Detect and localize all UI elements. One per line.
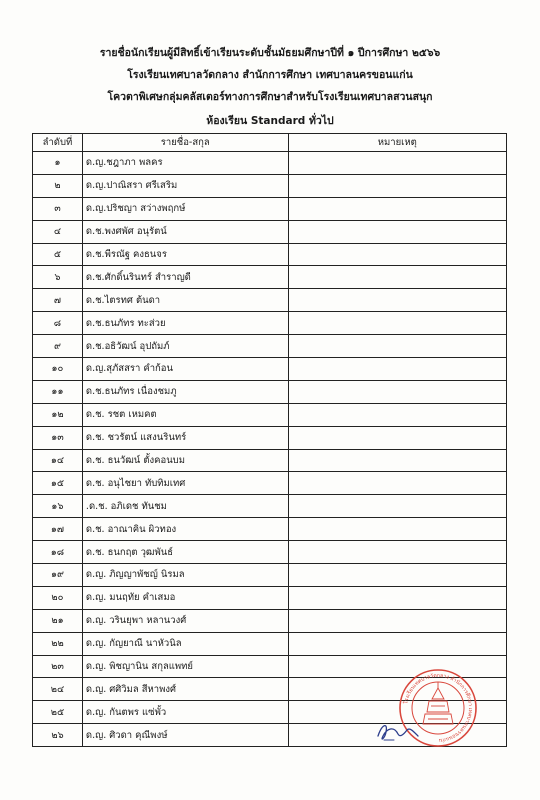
table-row — [33, 358, 507, 381]
row-number: ๒๐ — [33, 586, 83, 609]
row-number: ๓ — [33, 197, 83, 220]
row-number: ๑ — [33, 152, 83, 175]
row-number: ๑๐ — [33, 358, 83, 381]
row-note — [288, 632, 506, 655]
student-name: ด.ญ.ชฎาภา พลคร — [82, 152, 288, 175]
row-number: ๒๔ — [33, 678, 83, 701]
document-header — [0, 42, 540, 132]
row-note — [288, 449, 506, 472]
table-row — [33, 220, 507, 243]
row-note — [288, 609, 506, 632]
student-name: ด.ช.พีรณัฐ คงธนจร — [82, 243, 288, 266]
student-name: ด.ช.ธนภัทร เนื่องชมภู — [82, 380, 288, 403]
student-name: ด.ช. อาณาคิน ผิวทอง — [82, 518, 288, 541]
student-roster-table — [32, 133, 507, 747]
student-name: ด.ญ. ภิญญาพัชญ์ นิรมล — [82, 564, 288, 587]
table-row — [33, 632, 507, 655]
row-number: ๑๗ — [33, 518, 83, 541]
table-row — [33, 495, 507, 518]
row-note — [288, 358, 506, 381]
row-note — [288, 197, 506, 220]
row-number: ๔ — [33, 220, 83, 243]
student-name: ด.ช.ศักดิ์นรินทร์ สำราญดี — [82, 266, 288, 289]
table-row — [33, 380, 507, 403]
table-row — [33, 243, 507, 266]
row-note — [288, 220, 506, 243]
student-name: ด.ญ.ปาณิสรา ศรีเสริม — [82, 174, 288, 197]
row-number: ๑๒ — [33, 403, 83, 426]
student-name: ด.ช. รชต เหมคต — [82, 403, 288, 426]
row-note — [288, 243, 506, 266]
table-row — [33, 335, 507, 358]
table-row — [33, 403, 507, 426]
row-number: ๒๒ — [33, 632, 83, 655]
row-number: ๒๕ — [33, 701, 83, 724]
table-row — [33, 312, 507, 335]
student-name: ด.ญ. ศิวดา คุณีพงษ์ — [82, 724, 288, 747]
student-name: ด.ช. ธนกฤต วุฒพันธ์ — [82, 541, 288, 564]
svg-text:โรงเรียนเทศบาลวัดกลาง สำนักการ: โรงเรียนเทศบาลวัดกลาง สำนักการศึกษา เทศบาลนครขอนแก่น — [403, 672, 474, 744]
student-name: ด.ญ.สุภัสสรา คำก้อน — [82, 358, 288, 381]
row-number: ๑๔ — [33, 449, 83, 472]
table-row — [33, 197, 507, 220]
row-note — [288, 380, 506, 403]
row-note — [288, 518, 506, 541]
row-note — [288, 472, 506, 495]
title-line-2: โรงเรียนเทศบาลวัดกลาง สำนักการศึกษา เทศบาลนครขอนแก่น — [127, 69, 413, 81]
row-note — [288, 289, 506, 312]
classroom-label: ห้องเรียน Standard ทั่วไป — [206, 115, 334, 127]
student-name: ด.ญ. กัญยาณี นาหัวนิล — [82, 632, 288, 655]
row-note — [288, 152, 506, 175]
table-row — [33, 152, 507, 175]
student-name: ด.ญ. กันตพร แซ่พั้ว — [82, 701, 288, 724]
row-note — [288, 403, 506, 426]
table-row — [33, 564, 507, 587]
table-row — [33, 518, 507, 541]
student-name: ด.ช.ไตรทศ ต้นดา — [82, 289, 288, 312]
signature-mark — [374, 716, 422, 746]
row-number: ๗ — [33, 289, 83, 312]
row-note — [288, 564, 506, 587]
student-name: ด.ช. อนุไชยา ทับทิมเทศ — [82, 472, 288, 495]
table-row — [33, 449, 507, 472]
student-name: ด.ช.อธิวัฒน์ อุปถัมภ์ — [82, 335, 288, 358]
table-header-row — [33, 134, 507, 152]
row-number: ๑๖ — [33, 495, 83, 518]
roster-body — [33, 152, 507, 747]
row-number: ๒๖ — [33, 724, 83, 747]
row-number: ๑๕ — [33, 472, 83, 495]
student-name: ด.ช.พงศพัศ อนุรัตน์ — [82, 220, 288, 243]
table-row — [33, 472, 507, 495]
column-header-number: ลำดับที่ — [33, 134, 83, 152]
row-number: ๕ — [33, 243, 83, 266]
table-row — [33, 174, 507, 197]
student-name: ด.ช. ชวรัตน์ แสงนรินทร์ — [82, 426, 288, 449]
student-name: ด.ญ. พิชญานิน สกุลแพทย์ — [82, 655, 288, 678]
student-name: ด.ช.ธนภัทร ทะส่วย — [82, 312, 288, 335]
row-note — [288, 266, 506, 289]
row-note — [288, 495, 506, 518]
column-header-note: หมายเหตุ — [288, 134, 506, 152]
student-name: .ด.ช. อภิเดช ทันชม — [82, 495, 288, 518]
row-number: ๑๓ — [33, 426, 83, 449]
row-note — [288, 586, 506, 609]
student-name: ด.ญ.ปริชญา สว่างพฤกษ์ — [82, 197, 288, 220]
row-note — [288, 335, 506, 358]
table-row — [33, 426, 507, 449]
row-note — [288, 174, 506, 197]
column-header-name: รายชื่อ-สกุล — [82, 134, 288, 152]
row-number: ๙ — [33, 335, 83, 358]
table-row — [33, 609, 507, 632]
title-line-3: โควตาพิเศษกลุ่มคลัสเตอร์ทางการศึกษาสำหรับโรงเรียนเทศบาลสวนสนุก — [107, 91, 433, 103]
row-number: ๒ — [33, 174, 83, 197]
row-number: ๑๙ — [33, 564, 83, 587]
row-number: ๑๘ — [33, 541, 83, 564]
table-row — [33, 289, 507, 312]
row-number: ๑๑ — [33, 380, 83, 403]
student-name: ด.ญ. ศศิวิมล สีหาพงศ์ — [82, 678, 288, 701]
table-row — [33, 586, 507, 609]
row-number: ๘ — [33, 312, 83, 335]
student-name: ด.ญ. วรินยุพา หลานวงศ์ — [82, 609, 288, 632]
row-note — [288, 541, 506, 564]
row-note — [288, 426, 506, 449]
row-number: ๖ — [33, 266, 83, 289]
student-name: ด.ญ. มนฤทัย คำเสมอ — [82, 586, 288, 609]
row-number: ๒๑ — [33, 609, 83, 632]
row-note — [288, 312, 506, 335]
student-name: ด.ช. ธนวัฒน์ ตั้งคอนบม — [82, 449, 288, 472]
table-row — [33, 266, 507, 289]
title-line-1: รายชื่อนักเรียนผู้มีสิทธิ์เข้าเรียนระดับชั้นมัธยมศึกษาปีที่ ๑ ปีการศึกษา ๒๕๖๖ — [99, 47, 441, 59]
table-row — [33, 541, 507, 564]
row-number: ๒๓ — [33, 655, 83, 678]
